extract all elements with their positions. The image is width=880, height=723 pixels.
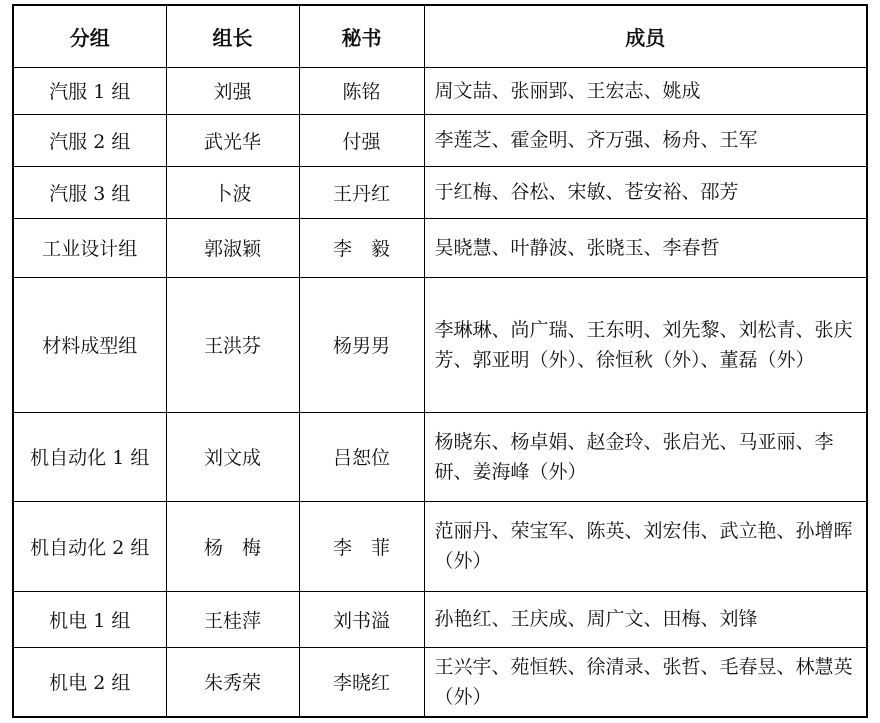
- secretary-cell: 杨男男: [299, 277, 424, 412]
- secretary-cell: 李晓红: [299, 647, 424, 717]
- group-cell: 材料成型组: [13, 277, 166, 412]
- table-row: [13, 277, 867, 412]
- members-cell: 范丽丹、荣宝军、陈英、刘宏伟、武立艳、孙增晖（外）: [424, 501, 867, 591]
- group-cell: 工业设计组: [13, 218, 166, 277]
- members-cell: 杨晓东、杨卓娟、赵金玲、张启光、马亚丽、李研、姜海峰（外）: [424, 412, 867, 501]
- table-row: [13, 501, 867, 591]
- header-row: [13, 5, 867, 67]
- group-cell: 汽服 2 组: [13, 114, 166, 166]
- secretary-cell: 王丹红: [299, 166, 424, 218]
- table-row: [13, 218, 867, 277]
- members-cell: 孙艳红、王庆成、周广文、田梅、刘锋: [424, 591, 867, 647]
- group-cell: 机自动化 1 组: [13, 412, 166, 501]
- table-row: [13, 647, 867, 717]
- secretary-cell: 付强: [299, 114, 424, 166]
- leader-cell: 刘强: [166, 67, 299, 114]
- table-row: [13, 114, 867, 166]
- members-cell: 周文喆、张丽郢、王宏志、姚成: [424, 67, 867, 114]
- leader-cell: 卜波: [166, 166, 299, 218]
- secretary-cell: 李 菲: [299, 501, 424, 591]
- group-cell: 机电 2 组: [13, 647, 166, 717]
- table-row: [13, 166, 867, 218]
- leader-cell: 郭淑颖: [166, 218, 299, 277]
- leader-cell: 王桂萍: [166, 591, 299, 647]
- members-cell: 于红梅、谷松、宋敏、苍安裕、邵芳: [424, 166, 867, 218]
- secretary-cell: 刘书溢: [299, 591, 424, 647]
- leader-cell: 杨 梅: [166, 501, 299, 591]
- header-leader: 组长: [166, 5, 299, 67]
- leader-cell: 王洪芬: [166, 277, 299, 412]
- table-row: [13, 412, 867, 501]
- secretary-cell: 吕恕位: [299, 412, 424, 501]
- header-group: 分组: [13, 5, 166, 67]
- leader-cell: 武光华: [166, 114, 299, 166]
- header-members: 成员: [424, 5, 867, 67]
- members-cell: 李莲芝、霍金明、齐万强、杨舟、王军: [424, 114, 867, 166]
- group-cell: 汽服 3 组: [13, 166, 166, 218]
- leader-cell: 刘文成: [166, 412, 299, 501]
- group-cell: 机自动化 2 组: [13, 501, 166, 591]
- leader-cell: 朱秀荣: [166, 647, 299, 717]
- document-page: [12, 4, 868, 718]
- group-cell: 机电 1 组: [13, 591, 166, 647]
- table-row: [13, 67, 867, 114]
- table-row: [13, 591, 867, 647]
- secretary-cell: 陈铭: [299, 67, 424, 114]
- secretary-cell: 李 毅: [299, 218, 424, 277]
- header-secretary: 秘书: [299, 5, 424, 67]
- members-cell: 吴晓慧、叶静波、张晓玉、李春哲: [424, 218, 867, 277]
- group-cell: 汽服 1 组: [13, 67, 166, 114]
- group-table: [12, 4, 868, 718]
- members-cell: 李琳琳、尚广瑞、王东明、刘先黎、刘松青、张庆芳、郭亚明（外）、徐恒秋（外）、董磊（外）: [424, 277, 867, 412]
- members-cell: 王兴宇、苑恒轶、徐清录、张哲、毛春昱、林慧英（外）: [424, 647, 867, 717]
